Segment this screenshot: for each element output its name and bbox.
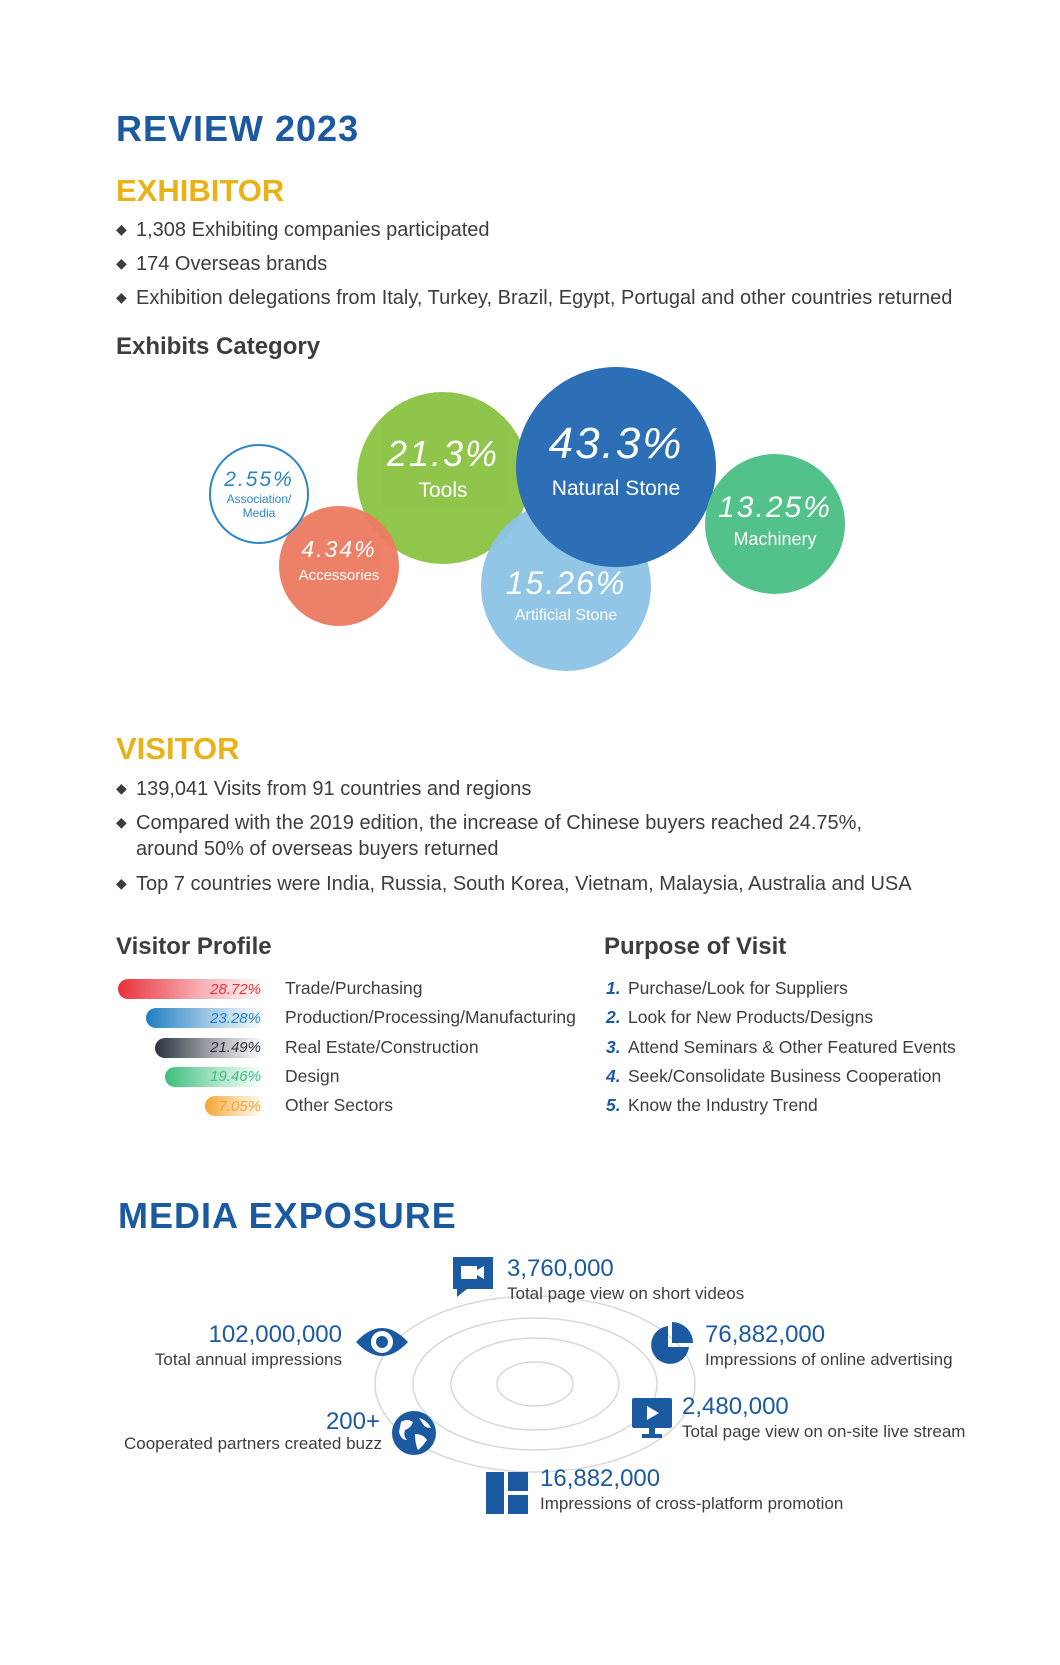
purpose-item: [606, 1095, 818, 1116]
diamond-bullet-icon: ◆: [116, 875, 127, 891]
video-camera-icon: [451, 1255, 495, 1299]
profile-label: Production/Processing/Manufacturing: [285, 1007, 576, 1028]
purpose-label: Look for New Products/Designs: [628, 1007, 874, 1028]
profile-pct: 23.28%: [210, 1009, 261, 1027]
bubble-tools: 21.3% Tools: [357, 392, 529, 564]
profile-bar: [155, 1038, 265, 1058]
exhibitor-heading: EXHIBITOR: [116, 173, 285, 208]
visitor-bullet-3: ◆ Top 7 countries were India, Russia, South Korea, Vietnam, Malaysia, Australia and USA: [116, 870, 912, 898]
diamond-bullet-icon: ◆: [116, 221, 127, 237]
purpose-item: [606, 1037, 956, 1058]
monitor-play-icon: [630, 1396, 674, 1440]
exhibitor-bullet-3: ◆ Exhibition delegations from Italy, Turkey, Brazil, Egypt, Portugal and other countries returned: [116, 284, 952, 312]
profile-bar: [118, 979, 265, 999]
purpose-item: [606, 978, 848, 999]
profile-label: Other Sectors: [285, 1095, 393, 1116]
profile-pct: 7.05%: [218, 1097, 261, 1115]
profile-pct: 19.46%: [210, 1068, 261, 1086]
purpose-label: Attend Seminars & Other Featured Events: [628, 1036, 956, 1057]
visitor-bullet-1: ◆ 139,041 Visits from 91 countries and regions: [116, 775, 531, 803]
media-video-desc: Total page view on short videos: [507, 1284, 745, 1303]
bubble-natural-stone: 43.3% Natural Stone: [516, 367, 716, 567]
purpose-number: 1.: [606, 978, 621, 998]
media-advertising-number: 76,882,000: [705, 1321, 826, 1348]
purpose-number: 4.: [606, 1065, 621, 1086]
diamond-bullet-icon: ◆: [116, 255, 127, 271]
purpose-number: 2.: [606, 1007, 621, 1028]
exhibitor-bullet-1: ◆ 1,308 Exhibiting companies participated: [116, 216, 490, 244]
profile-label: Trade/Purchasing: [285, 978, 423, 998]
media-livestream-desc: Total page view on on-site live stream: [682, 1422, 966, 1441]
profile-pct: 21.49%: [210, 1039, 261, 1057]
bubble-artificial-stone: 15.26% Artificial Stone: [481, 501, 651, 671]
diamond-bullet-icon: ◆: [116, 289, 127, 305]
purpose-label: Seek/Consolidate Business Cooperation: [628, 1065, 942, 1086]
visitor-heading: VISITOR: [116, 731, 240, 766]
diamond-bullet-icon: ◆: [116, 814, 127, 830]
pie-chart-icon: [647, 1322, 693, 1368]
media-crossplatform-desc: Impressions of cross-platform promotion: [540, 1494, 844, 1513]
profile-bar: [165, 1067, 265, 1087]
media-crossplatform-number: 16,882,000: [540, 1465, 661, 1492]
exhibitor-bullet-2: ◆ 174 Overseas brands: [116, 250, 327, 278]
media-impressions-number: 102,000,000: [208, 1321, 342, 1348]
media-video-number: 3,760,000: [507, 1255, 614, 1282]
purpose-item: [606, 1007, 873, 1028]
purpose-heading: Purpose of Visit: [604, 933, 787, 960]
purpose-item: [606, 1066, 941, 1087]
bubble-accessories: 4.34% Accessories: [279, 506, 399, 626]
globe-icon: [391, 1410, 437, 1456]
profile-label: Design: [285, 1065, 340, 1086]
profile-pct: 28.72%: [210, 980, 261, 998]
media-livestream-number: 2,480,000: [682, 1393, 789, 1420]
bubble-machinery: 13.25% Machinery: [705, 454, 845, 594]
visitor-bullet-2-cont: around 50% of overseas buyers returned: [136, 838, 499, 860]
orbit-ring-inner: [497, 1362, 573, 1406]
purpose-number: 5.: [606, 1095, 621, 1116]
purpose-label: Know the Industry Trend: [628, 1095, 818, 1116]
exhibits-category-heading: Exhibits Category: [116, 333, 321, 360]
bubble-association-media: 2.55% Association/ Media: [209, 444, 309, 544]
media-advertising-desc: Impressions of online advertising: [705, 1350, 953, 1369]
layout-grid-icon: [486, 1472, 528, 1514]
media-exposure-title: MEDIA EXPOSURE: [118, 1195, 457, 1236]
diamond-bullet-icon: ◆: [116, 780, 127, 796]
review-title: REVIEW 2023: [116, 108, 360, 149]
media-impressions-desc: Total annual impressions: [154, 1350, 342, 1369]
eye-icon: [354, 1322, 410, 1362]
visitor-bullet-2: ◆ Compared with the 2019 edition, the increase of Chinese buyers reached 24.75%,: [116, 809, 862, 837]
purpose-label: Purchase/Look for Suppliers: [628, 978, 848, 998]
profile-bar: [146, 1008, 265, 1028]
profile-bar: [205, 1096, 265, 1116]
media-partners-desc: Cooperated partners created buzz: [124, 1434, 382, 1453]
profile-label: Real Estate/Construction: [285, 1036, 479, 1057]
media-partners-number: 200+: [325, 1408, 380, 1435]
orbit-ring-3: [451, 1338, 619, 1430]
visitor-profile-heading: Visitor Profile: [116, 933, 272, 960]
purpose-number: 3.: [606, 1036, 621, 1057]
